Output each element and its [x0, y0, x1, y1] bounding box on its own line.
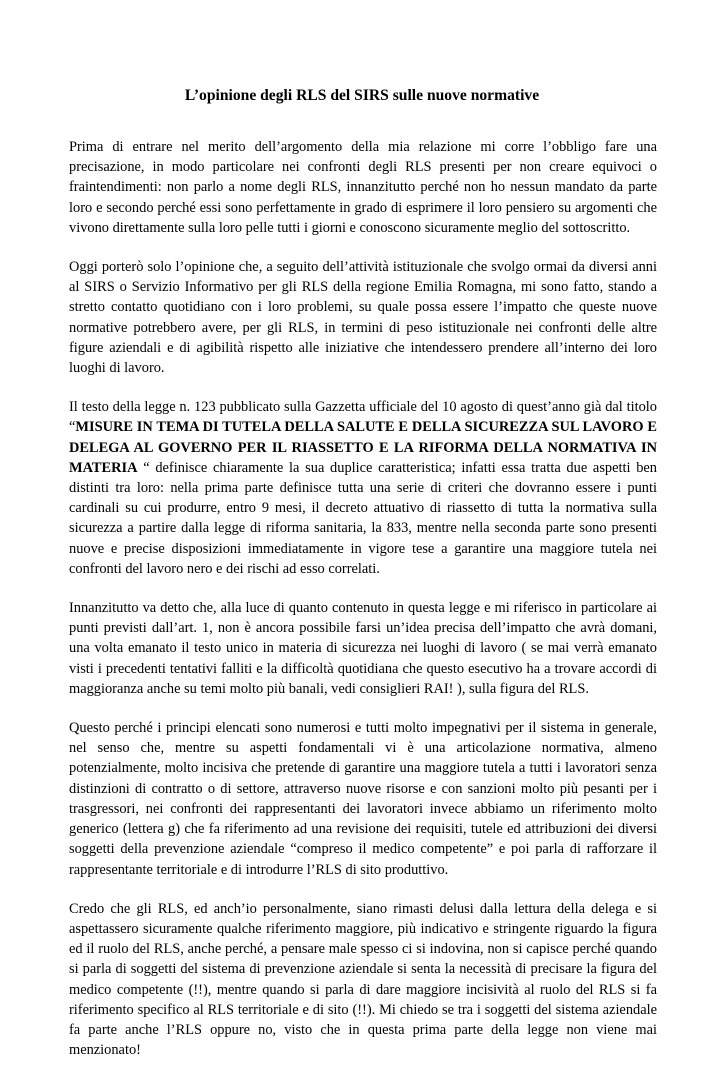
law-title-bold: MISURE IN TEMA DI TUTELA DELLA SALUTE E DELLA SICUREZZA SUL LAVORO E DELEGA AL GOVERNO PER IL RIASSETTO E LA RIFORMA DELLA NORMATIVA IN MATERIA	[69, 419, 657, 476]
paragraph-1: Prima di entrare nel merito dell’argomento della mia relazione mi corre l’obbligo fare una precisazione, in modo particolare nei confronti degli RLS presenti per non creare equivoci o fraintendimenti: non parlo a nome degli RLS, innanzitutto perché non ho nessun mandato da parte loro e secondo perché essi sono perfettamente in grado di esprimere il loro pensiero su argomenti che vivono direttamente sulla loro pelle tutti i giorni e conoscono sicuramente meglio del sottoscritto.	[69, 139, 657, 236]
document-body	[69, 137, 657, 1079]
page-title: L’opinione degli RLS del SIRS sulle nuove normative	[184, 87, 540, 104]
paragraph-3	[69, 397, 657, 579]
paragraph-3-rest: “ definisce chiaramente la sua duplice caratteristica; infatti essa tratta due aspetti ben distinti tra loro: nella prima parte definisce tutta una serie di criteri che dovranno essere i punti cardinali su cui produrre, entro 9 mesi, il decreto attuativo di riassetto di tutta la normativa sulla sicurezza a partire dalla legge di riforma sanitaria, la 833, mentre nella seconda parte sono presenti nuove e precise disposizioni immediatamente in vigore tese a garantire una maggiore tutela nei confronti del lavoro nero e dei rischi ad esso correlati.	[69, 459, 657, 577]
paragraph-3-intro: Il testo della legge n. 123 pubblicato sulla Gazzetta ufficiale del 10 agosto di quest’anno già dal titolo “	[69, 399, 657, 436]
paragraph-4: Innanzitutto va detto che, alla luce di quanto contenuto in questa legge e mi riferisco in particolare ai punti previsti dall’art. 1, non è ancora possibile farsi un’idea precisa dell’impatto che avrà domani, una volta emanato il testo unico in materia di sicurezza nei luoghi di lavoro ( se mai verrà emanato visti i precedenti tentativi falliti e la difficoltà quotidiana che questo esecutivo ha a trovare accordi di maggioranza anche su temi molto più banali, vedi consiglieri RAI! ), sulla figura del RLS.	[69, 600, 657, 697]
paragraph-6: Credo che gli RLS, ed anch’io personalmente, siano rimasti delusi dalla lettura della delega e si aspettassero sicuramente qualche riferimento maggiore, più indicativo e stringente riguardo la figura ed il ruolo del RLS, anche perché, a pensare male spesso ci si indovina, non si capisce perché quando si parla di soggetti del sistema di prevenzione aziendale si senta la necessità di precisare la figura del medico competente (!!), mentre quando si parla di dare maggiore incisività al ruolo del RLS si fa riferimento specifico al RLS territoriale e di sito (!!). Mi chiedo se tra i soggetti del sistema aziendale fa parte anche l’RLS oppure no, visto che in questa prima parte della legge non viene mai menzionato!	[69, 900, 657, 1059]
paragraph-2: Oggi porterò solo l’opinione che, a seguito dell’attività istituzionale che svolgo ormai da diversi anni al SIRS o Servizio Informativo per gli RLS della regione Emilia Romagna, mi sono fatto, stando a stretto contatto quotidiano con i loro problemi, su quale possa essere l’impatto che queste nuove normative potrebbero avere, per gli RLS, in termini di peso istituzionale nei confronti delle altre figure aziendali e di agibilità rispetto alle iniziative che intendessero prendere all’interno dei loro luoghi di lavoro.	[69, 259, 657, 377]
paragraph-5: Questo perché i principi elencati sono numerosi e tutti molto impegnativi per il sistema in generale, nel senso che, mentre su aspetti fondamentali vi è una articolazione normativa, almeno potenzialmente, molto incisiva che pretende di garantire una maggiore tutela a tutti i lavoratori senza distinzioni di contratto o di settore, attraverso nuove risorse e con sanzioni molto più pesanti per i trasgressori, nei confronti dei rappresentanti dei lavoratori invece abbiamo un riferimento molto generico (lettera g) che fa riferimento ad una revisione dei requisiti, tutele ed attribuzioni dei diversi soggetti della prevenzione aziendale “compreso il medico competente” e poi parla di rafforzare il rappresentante territoriale e di introdurre l’RLS di sito produttivo.	[69, 720, 657, 878]
